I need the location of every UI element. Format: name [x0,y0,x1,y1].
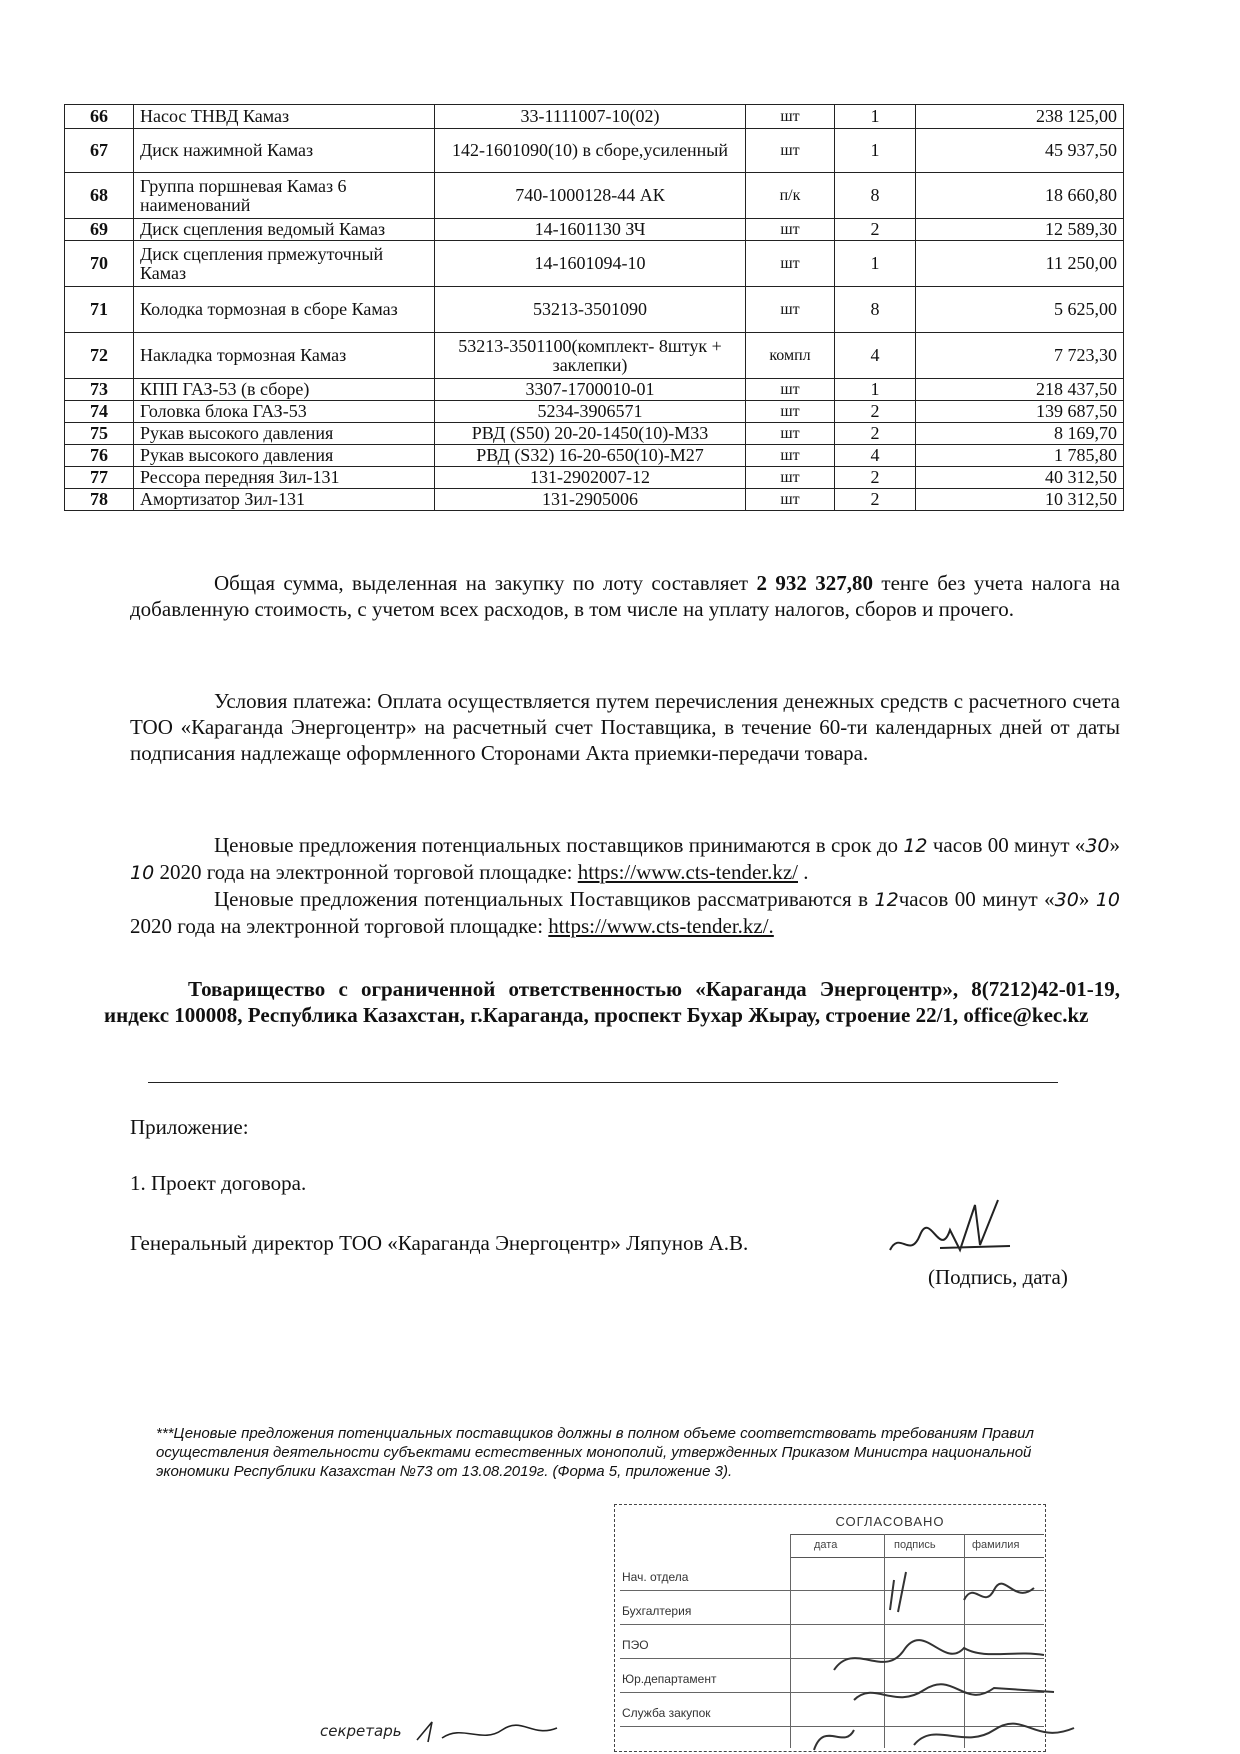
item-code: 5234-3906571 [435,401,746,423]
item-unit: шт [746,219,835,241]
deadline-text: 2020 года на электронной торговой площадке: [154,860,578,884]
item-number: 68 [65,173,134,219]
footnote: ***Ценовые предложения потенциальных поставщиков должны в полном объеме соответствовать требованиям Правил осуществления деятельности субъектами естественных монополий, утвержденных Приказом Министра национальной экономики Республики Казахстан №73 от 13.08.2019г. (Форма 5, приложение 3). [156,1425,1034,1480]
total-text: Общая сумма, выделенная на закупку по лоту составляет [214,571,757,595]
tender-link[interactable]: https://www.cts-tender.kz/. [548,914,774,938]
review-text: Ценовые предложения потенциальных Поставщиков рассматриваются в [214,887,875,911]
item-code: 142-1601090(10) в сборе,усиленный [435,129,746,173]
item-unit: шт [746,379,835,401]
item-number: 66 [65,105,134,129]
stamp-signatures [794,1560,1082,1754]
payment-paragraph [130,688,1120,766]
signer-text: Генеральный директор ТОО «Караганда Энергоцентр» Ляпунов А.В. [130,1231,749,1255]
table-row [65,333,1124,379]
stamp-col-sign: подпись [894,1539,936,1551]
item-number: 75 [65,423,134,445]
stamp-title: СОГЛАСОВАНО [835,1514,945,1529]
total-amount: 2 932 327,80 [756,571,874,595]
item-price: 11 250,00 [916,241,1124,287]
handwritten-hour: 12 [874,889,899,911]
item-code: 3307-1700010-01 [435,379,746,401]
item-unit: шт [746,287,835,333]
item-price: 18 660,80 [916,173,1124,219]
tender-link[interactable]: https://www.cts-tender.kz/ [577,860,798,884]
item-quantity: 1 [835,129,916,173]
item-code: 740-1000128-44 АК [435,173,746,219]
item-name: Рукав высокого давления [134,423,435,445]
total-paragraph [130,570,1120,622]
item-name: КПП ГАЗ-53 (в сборе) [134,379,435,401]
table-row [65,287,1124,333]
table-row [65,105,1124,129]
total-text-end: тенге без учета налога на добавленную стоимость, с учетом всех расходов, в том числе на уплату налогов, сборов и прочего. [130,571,1121,621]
table-row [65,129,1124,173]
item-number: 71 [65,287,134,333]
item-price: 1 785,80 [916,445,1124,467]
stamp-row-label: Юр.департамент [622,1672,717,1686]
signature-hint: (Подпись, дата) [928,1265,1068,1289]
item-code: 53213-3501100(комплект- 8штук + заклепки) [435,333,746,379]
item-number: 74 [65,401,134,423]
item-price: 5 625,00 [916,287,1124,333]
item-unit: шт [746,105,835,129]
item-name: Амортизатор Зил-131 [134,489,435,511]
item-quantity: 2 [835,423,916,445]
item-code: РВД (S50) 20-20-1450(10)-М33 [435,423,746,445]
item-unit: шт [746,129,835,173]
item-name: Насос ТНВД Камаз [134,105,435,129]
secretary-signature [412,1718,562,1748]
item-name: Рессора передняя Зил-131 [134,467,435,489]
item-name: Диск сцепления ведомый Камаз [134,219,435,241]
company-paragraph [104,976,1120,1028]
item-code: 131-2902007-12 [435,467,746,489]
director-signature [880,1190,1020,1270]
deadline-text: . [798,860,809,884]
item-quantity: 4 [835,333,916,379]
item-price: 139 687,50 [916,401,1124,423]
table-row [65,241,1124,287]
item-quantity: 1 [835,105,916,129]
deadline-text: » [1109,833,1120,857]
item-unit: шт [746,423,835,445]
table-row [65,445,1124,467]
item-price: 238 125,00 [916,105,1124,129]
table-row [65,423,1124,445]
item-price: 40 312,50 [916,467,1124,489]
item-price: 12 589,30 [916,219,1124,241]
item-number: 76 [65,445,134,467]
item-price: 8 169,70 [916,423,1124,445]
item-price: 218 437,50 [916,379,1124,401]
review-text: » [1078,887,1096,911]
item-name: Диск сцепления прмежуточный Камаз [134,241,435,287]
item-unit: шт [746,489,835,511]
stamp-col-name: фамилия [972,1539,1020,1551]
item-quantity: 8 [835,287,916,333]
handwritten-month: 10 [1095,889,1121,911]
table-row [65,173,1124,219]
handwritten-note: секретарь [320,1722,402,1740]
item-unit: компл [746,333,835,379]
handwritten-hour: 12 [903,835,928,857]
deadline-text: Ценовые предложения потенциальных поставщиков принимаются в срок до [214,833,904,857]
handwritten-month: 10 [130,862,155,884]
item-quantity: 4 [835,445,916,467]
review-text: 2020 года на электронной торговой площадке: [130,914,549,938]
item-name: Группа поршневая Камаз 6 наименований [134,173,435,219]
item-code: РВД (S32) 16-20-650(10)-М27 [435,445,746,467]
item-name: Головка блока ГАЗ-53 [134,401,435,423]
stamp-row-label: Служба закупок [622,1706,711,1720]
stamp-row-label: Нач. отдела [622,1570,689,1584]
signer-line [130,1230,890,1256]
item-unit: шт [746,241,835,287]
item-number: 78 [65,489,134,511]
items-table [64,104,1124,511]
item-unit: шт [746,401,835,423]
item-quantity: 1 [835,379,916,401]
item-number: 67 [65,129,134,173]
item-number: 70 [65,241,134,287]
handwritten-day: 30 [1054,889,1079,911]
table-row [65,489,1124,511]
handwritten-day: 30 [1085,835,1110,857]
item-price: 45 937,50 [916,129,1124,173]
item-quantity: 8 [835,173,916,219]
payment-text: Условия платежа: Оплата осуществляется путем перечисления денежных средств с расчетного счета ТОО «Караганда Энергоцентр» на расчетный счет Поставщика, в течение 60-ти календарных дней от даты подписания надлежаще оформленного Сторонами Акта приемки-передачи товара. [130,689,1120,765]
item-price: 7 723,30 [916,333,1124,379]
appendix-label: Приложение: [130,1115,249,1139]
item-name: Рукав высокого давления [134,445,435,467]
table-row [65,401,1124,423]
item-quantity: 2 [835,219,916,241]
item-number: 73 [65,379,134,401]
approval-stamp [614,1504,1082,1754]
item-name: Диск нажимной Камаз [134,129,435,173]
stamp-col-date: дата [814,1539,838,1551]
stamp-row-label: Бухгалтерия [622,1604,692,1618]
deadline-text: часов 00 минут « [927,833,1086,857]
appendix-item: 1. Проект договора. [130,1171,307,1195]
table-row [65,467,1124,489]
divider-line [148,1082,1058,1083]
item-code: 131-2905006 [435,489,746,511]
item-number: 72 [65,333,134,379]
review-text: часов 00 минут « [898,887,1055,911]
item-unit: шт [746,467,835,489]
item-quantity: 2 [835,467,916,489]
item-quantity: 2 [835,401,916,423]
item-number: 77 [65,467,134,489]
item-quantity: 2 [835,489,916,511]
item-code: 14-1601094-10 [435,241,746,287]
table-row [65,219,1124,241]
item-name: Накладка тормозная Камаз [134,333,435,379]
item-code: 14-1601130 ЗЧ [435,219,746,241]
item-number: 69 [65,219,134,241]
item-price: 10 312,50 [916,489,1124,511]
deadline-paragraph [130,832,1120,939]
company-details: Товарищество с ограниченной ответственностью «Караганда Энергоцентр», 8(7212)42-01-19, индекс 100008, Республика Казахстан, г.Караганда, проспект Бухар Жырау, строение 22/1, office@kec.kz [104,977,1120,1027]
stamp-row-label: ПЭО [622,1638,649,1652]
item-unit: п/к [746,173,835,219]
item-quantity: 1 [835,241,916,287]
item-code: 53213-3501090 [435,287,746,333]
item-unit: шт [746,445,835,467]
item-code: 33-1111007-10(02) [435,105,746,129]
table-row [65,379,1124,401]
stamp-header [790,1534,1044,1558]
item-name: Колодка тормозная в сборе Камаз [134,287,435,333]
